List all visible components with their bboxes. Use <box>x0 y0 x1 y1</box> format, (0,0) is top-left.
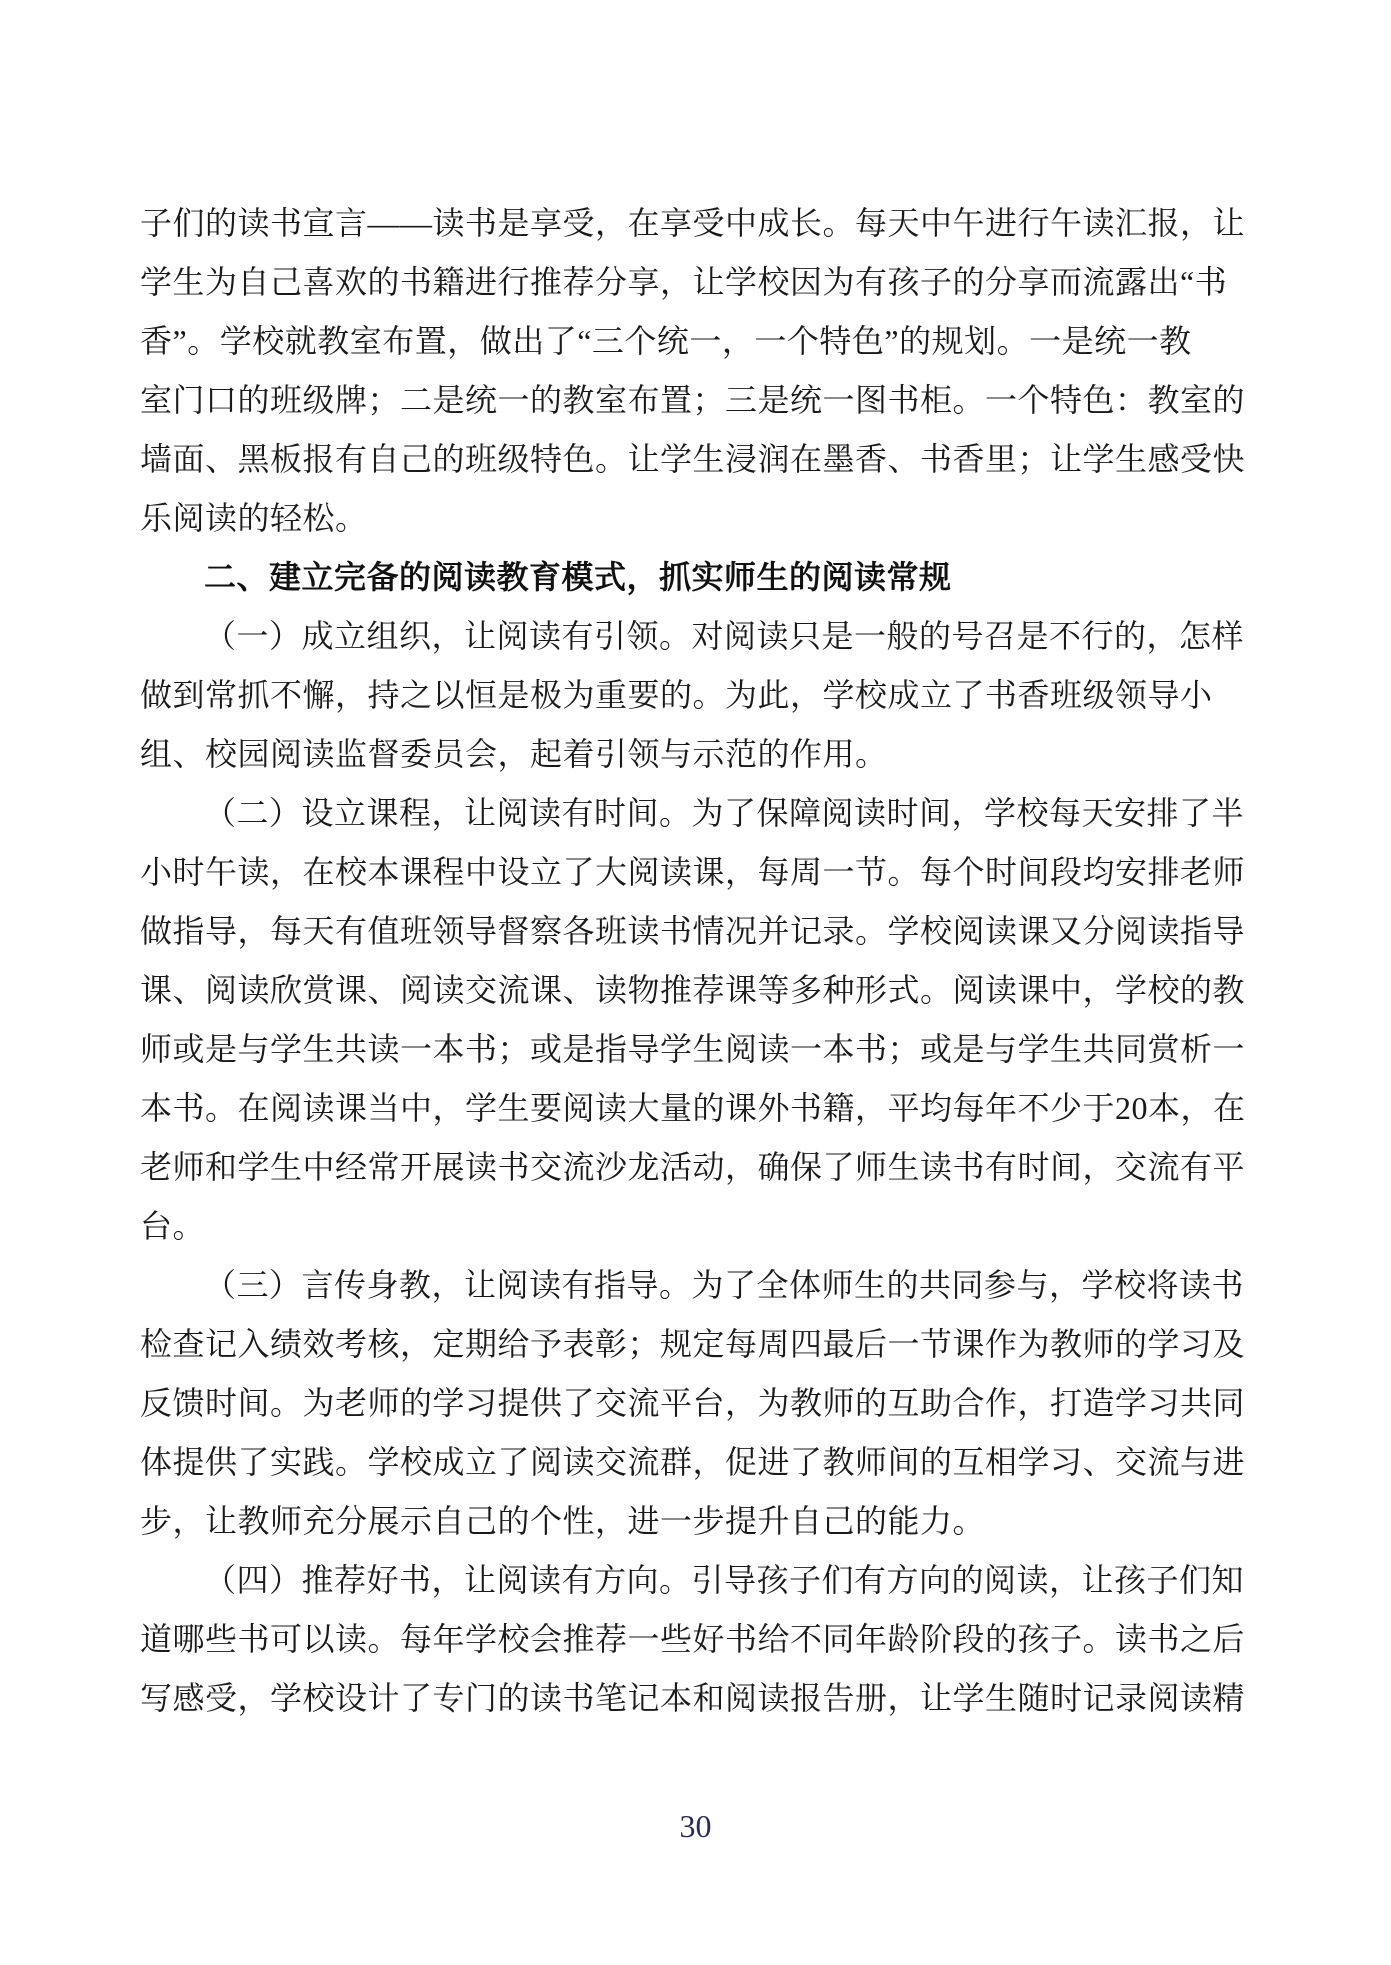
text-line: 写感受，学校设计了专门的读书笔记本和阅读报告册，让学生随时记录阅读精 <box>140 1680 1246 1716</box>
text-line: 本书。在阅读课当中，学生要阅读大量的课外书籍，平均每年不少于20本，在 <box>140 1090 1246 1126</box>
text-content <box>140 194 1248 1728</box>
text-line: 做到常抓不懈，持之以恒是极为重要的。为此，学校成立了书香班级领导小 <box>140 677 1213 713</box>
section-heading: 二、建立完备的阅读教育模式，抓实师生的阅读常规 <box>204 559 952 595</box>
text-line: 道哪些书可以读。每年学校会推荐一些好书给不同年龄阶段的孩子。读书之后 <box>140 1621 1246 1657</box>
text-line: 墙面、黑板报有自己的班级特色。让学生浸润在墨香、书香里；让学生感受快 <box>140 441 1246 477</box>
text-line: 学生为自己喜欢的书籍进行推荐分享，让学校因为有孩子的分享而流露出“书 <box>140 264 1228 300</box>
text-line: 老师和学生中经常开展读书交流沙龙活动，确保了师生读书有时间，交流有平 <box>140 1149 1246 1185</box>
paragraph-first-line: （二）设立课程，让阅读有时间。为了保障阅读时间，学校每天安排了半 <box>204 795 1245 831</box>
text-line: 小时午读，在校本课程中设立了大阅读课，每周一节。每个时间段均安排老师 <box>140 854 1246 890</box>
text-line: 体提供了实践。学校成立了阅读交流群，促进了教师间的互相学习、交流与进 <box>140 1444 1246 1480</box>
text-line: 检查记入绩效考核，定期给予表彰；规定每周四最后一节课作为教师的学习及 <box>140 1326 1246 1362</box>
text-line: 组、校园阅读监督委员会，起着引领与示范的作用。 <box>140 736 888 772</box>
text-line: 步，让教师充分展示自己的个性，进一步提升自己的能力。 <box>140 1503 986 1539</box>
text-line: 台。 <box>140 1208 206 1244</box>
text-line: 子们的读书宣言——读书是享受，在享受中成长。每天中午进行午读汇报，让 <box>140 205 1246 241</box>
paragraph-first-line: （四）推荐好书，让阅读有方向。引导孩子们有方向的阅读，让孩子们知 <box>204 1562 1245 1598</box>
paragraph-first-line: （一）成立组织，让阅读有引领。对阅读只是一般的号召是不行的，怎样 <box>204 618 1245 654</box>
text-line: 室门口的班级牌；二是统一的教室布置；三是统一图书柜。一个特色：教室的 <box>140 382 1246 418</box>
text-line: 课、阅读欣赏课、阅读交流课、读物推荐课等多种形式。阅读课中，学校的教 <box>140 972 1246 1008</box>
text-line: 香”。学校就教室布置，做出了“三个统一，一个特色”的规划。一是统一教 <box>140 323 1192 359</box>
paragraph-first-line: （三）言传身教，让阅读有指导。为了全体师生的共同参与，学校将读书 <box>204 1267 1245 1303</box>
text-line: 做指导，每天有值班领导督察各班读书情况并记录。学校阅读课又分阅读指导 <box>140 913 1246 949</box>
text-line: 反馈时间。为老师的学习提供了交流平台，为教师的互助合作，打造学习共同 <box>140 1385 1246 1421</box>
page-number: 30 <box>679 1808 712 1844</box>
text-line: 师或是与学生共读一本书；或是指导学生阅读一本书；或是与学生共同赏析一 <box>140 1031 1246 1067</box>
text-line: 乐阅读的轻松。 <box>140 500 368 536</box>
